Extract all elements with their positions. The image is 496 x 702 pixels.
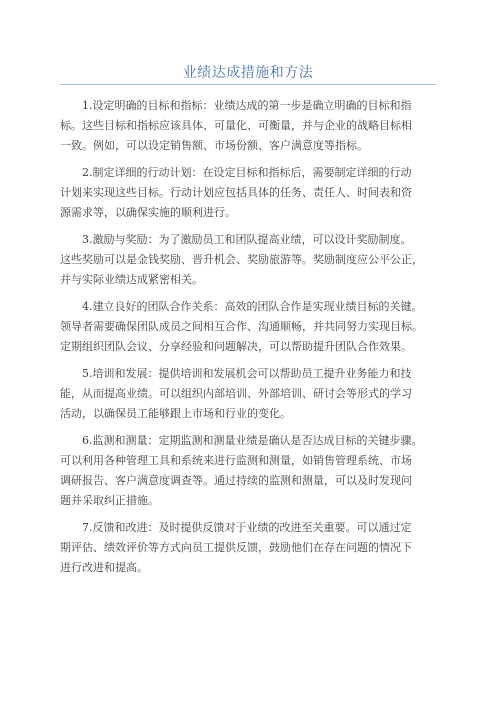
document-body	[60, 96, 436, 585]
paragraph-line: 期评估、绩效评价等方式向员工提供反馈，鼓励他们在存在问题的情况下	[60, 541, 412, 554]
paragraph-line: 一致。例如，可以设定销售额、市场份额、客户满意度等指标。	[60, 139, 368, 152]
paragraph-7	[60, 518, 436, 578]
paragraph-line: 6.监测和测量：定期监测和测量业绩是确认是否达成目标的关键步骤。	[82, 434, 423, 447]
paragraph-line: 能，从而提高业绩。可以组织内部培训、外部培训、研讨会等形式的学习	[60, 387, 412, 400]
paragraph-line: 3.激励与奖励：为了激励员工和团队提高业绩，可以设计奖励制度。	[82, 233, 412, 246]
paragraph-line: 并与实际业绩达成紧密相关。	[60, 273, 203, 286]
paragraph-line: 定期组织团队会议、分享经验和问题解决，可以帮助提升团队合作效果。	[60, 340, 412, 353]
paragraph-line: 活动，以确保员工能够跟上市场和行业的变化。	[60, 407, 291, 420]
paragraph-line: 计划来实现这些目标。行动计划应包括具体的任务、责任人、时间表和资	[60, 186, 412, 199]
title-divider	[60, 84, 436, 85]
paragraph-line: 进行改进和提高。	[60, 561, 148, 574]
paragraph-1	[60, 96, 436, 156]
paragraph-line: 5.培训和发展：提供培训和发展机会可以帮助员工提升业务能力和技	[82, 367, 412, 380]
paragraph-2	[60, 163, 436, 223]
paragraph-line: 调研报告、客户满意度调查等。通过持续的监测和测量，可以及时发现问	[60, 474, 412, 487]
paragraph-line: 1.设定明确的目标和指标：业绩达成的第一步是确立明确的目标和指	[82, 99, 412, 112]
paragraph-line: 源需求等，以确保实施的顺利进行。	[60, 206, 236, 219]
paragraph-6	[60, 431, 436, 511]
paragraph-5	[60, 364, 436, 424]
paragraph-line: 这些奖励可以是金钱奖励、晋升机会、奖励旅游等。奖励制度应公平公正，	[60, 253, 423, 266]
paragraph-line: 领导者需要确保团队成员之间相互合作、沟通顺畅，并共同努力实现目标。	[60, 320, 423, 333]
document-title: 业绩达成措施和方法	[182, 65, 314, 81]
paragraph-line: 7.反馈和改进：及时提供反馈对于业绩的改进至关重要。可以通过定	[82, 521, 412, 534]
paragraph-4	[60, 297, 436, 357]
paragraph-line: 2.制定详细的行动计划：在设定目标和指标后，需要制定详细的行动	[82, 166, 412, 179]
paragraph-line: 标。这些目标和指标应该具体、可量化、可衡量，并与企业的战略目标相	[60, 119, 412, 132]
paragraph-line: 4.建立良好的团队合作关系：高效的团队合作是实现业绩目标的关键。	[82, 300, 423, 313]
paragraph-line: 题并采取纠正措施。	[60, 494, 159, 507]
paragraph-line: 可以利用各种管理工具和系统来进行监测和测量，如销售管理系统、市场	[60, 454, 412, 467]
paragraph-3	[60, 230, 436, 290]
